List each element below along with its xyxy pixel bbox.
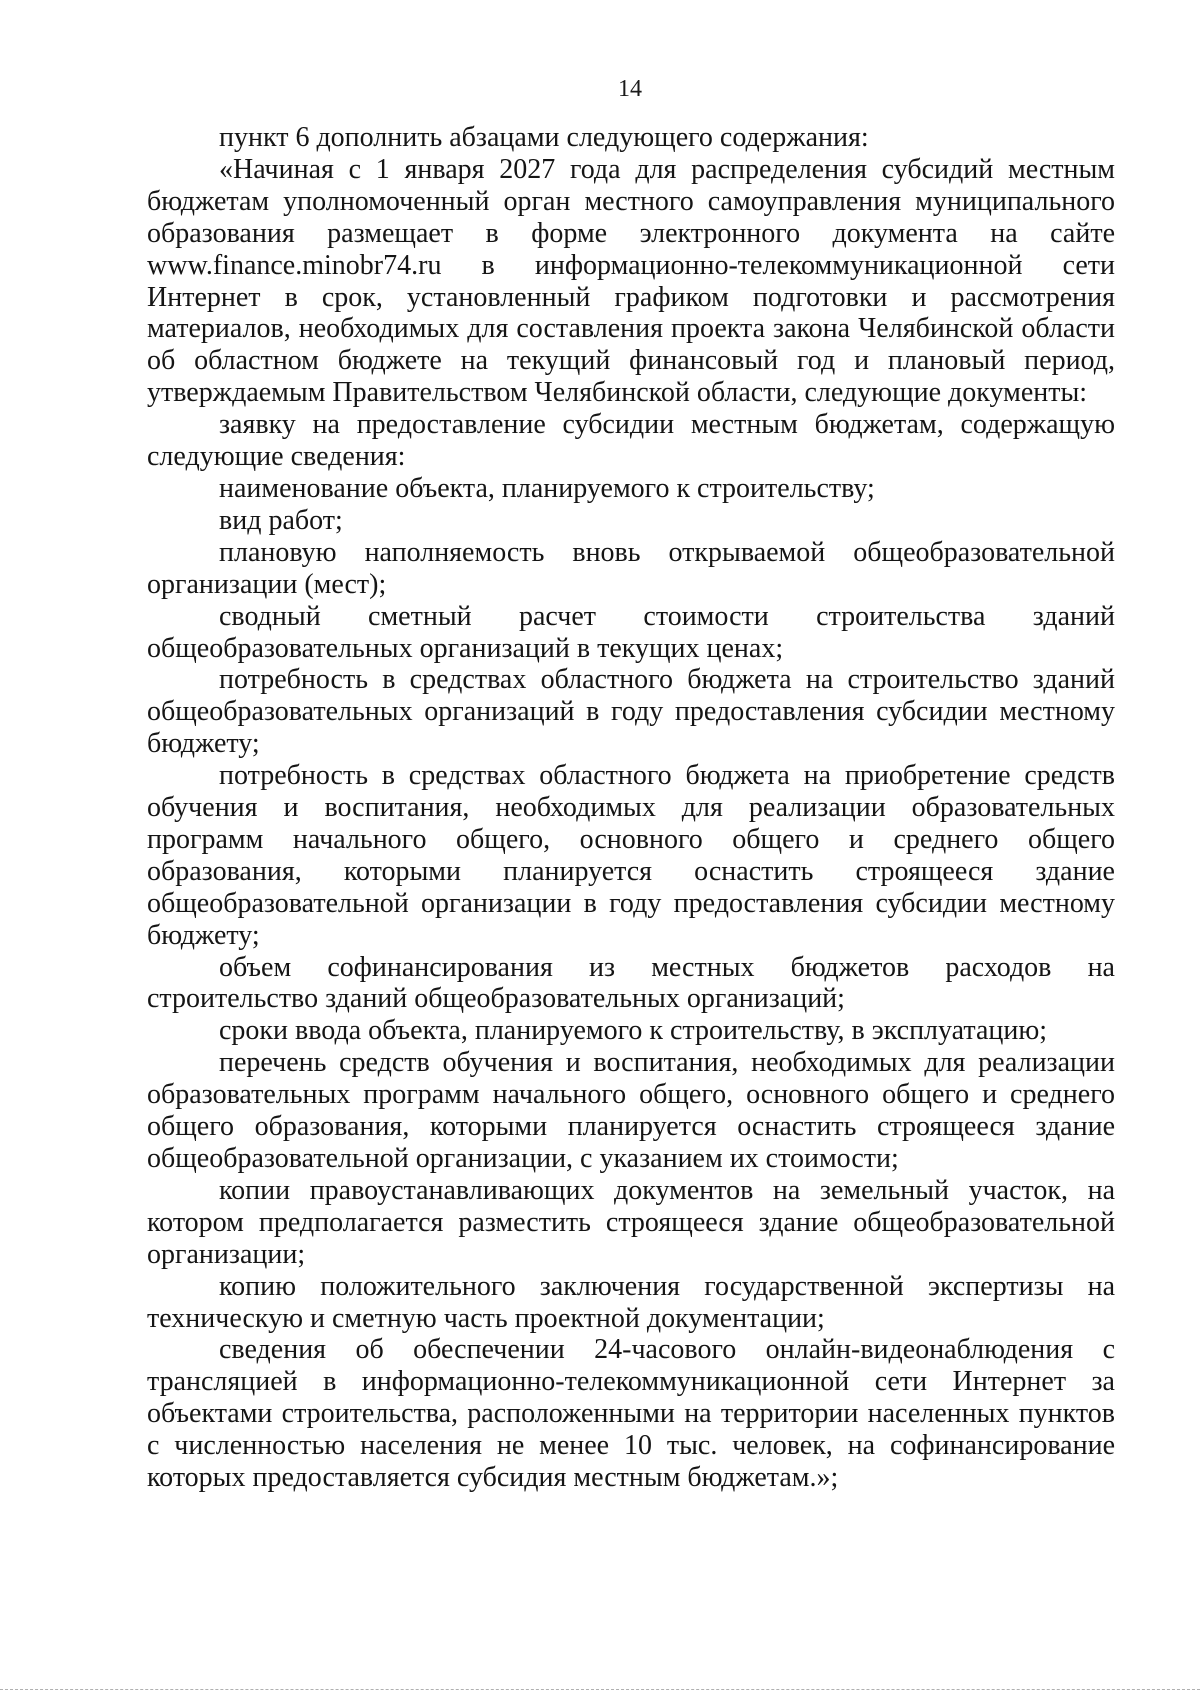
- list-item-expertise-conclusion: копию положительного заключения государственной экспертизы на техническую и сметную часть проектной документации;: [147, 1270, 1115, 1334]
- document-body: [147, 122, 1115, 1494]
- list-item-cost-estimate: сводный сметный расчет стоимости строительства зданий общеобразовательных организаций в текущих ценах;: [147, 600, 1115, 664]
- list-item-equipment-need: потребность в средствах областного бюджета на приобретение средств обучения и воспитания, необходимых для реализации образовательных программ начального общего, основного общего и среднего общего образования, которыми планируется оснастить строящееся здание общеобразовательной организации в году предоставления субсидии местному бюджету;: [147, 760, 1115, 951]
- list-item-video-surveillance: сведения об обеспечении 24-часового онлайн-видеонаблюдения с трансляцией в информационно-телекоммуникационной сети Интернет за объектами строительства, расположенными на территории населенных пунктов с численностью населения не менее 10 тыс. человек, на софинансирование которых предоставляется субсидия местным бюджетам.»;: [147, 1334, 1115, 1494]
- list-item-cofinancing: объем софинансирования из местных бюджетов расходов на строительство зданий общеобразовательных организаций;: [147, 951, 1115, 1015]
- paragraph-application: заявку на предоставление субсидии местным бюджетам, содержащую следующие сведения:: [147, 409, 1115, 473]
- paragraph-quote-start: «Начиная с 1 января 2027 года для распределения субсидий местным бюджетам уполномоченный орган местного самоуправления муниципального образования размещает в форме электронного документа на сайте www.finance.minobr74.ru в информационно-телекоммуникационной сети Интернет в срок, установленный графиком подготовки и рассмотрения материалов, необходимых для составления проекта закона Челябинской области об областном бюджете на текущий финансовый год и плановый период, утверждаемым Правительством Челябинской области, следующие документы:: [147, 153, 1115, 409]
- paragraph-intro: пункт 6 дополнить абзацами следующего содержания:: [219, 122, 869, 153]
- scan-edge-divider: [0, 1689, 1200, 1690]
- list-item-commissioning-dates: сроки ввода объекта, планируемого к строительству, в эксплуатацию;: [219, 1015, 1048, 1047]
- list-item-construction-need: потребность в средствах областного бюджета на строительство зданий общеобразовательных организаций в году предоставления субсидии местному бюджету;: [147, 664, 1115, 760]
- list-item-work-type: вид работ;: [219, 504, 343, 536]
- list-item-equipment-list: перечень средств обучения и воспитания, необходимых для реализации образовательных программ начального общего, основного общего и среднего общего образования, которыми планируется оснастить строящееся здание общеобразовательной организации, с указанием их стоимости;: [147, 1047, 1115, 1174]
- list-item-planned-capacity: плановую наполняемость вновь открываемой общеобразовательной организации (мест);: [147, 536, 1115, 600]
- page-number: 14: [618, 76, 642, 102]
- list-item-object-name: наименование объекта, планируемого к строительству;: [219, 472, 875, 504]
- list-item-land-documents: копии правоустанавливающих документов на земельный участок, на котором предполагается разместить строящееся здание общеобразовательной организации;: [147, 1174, 1115, 1270]
